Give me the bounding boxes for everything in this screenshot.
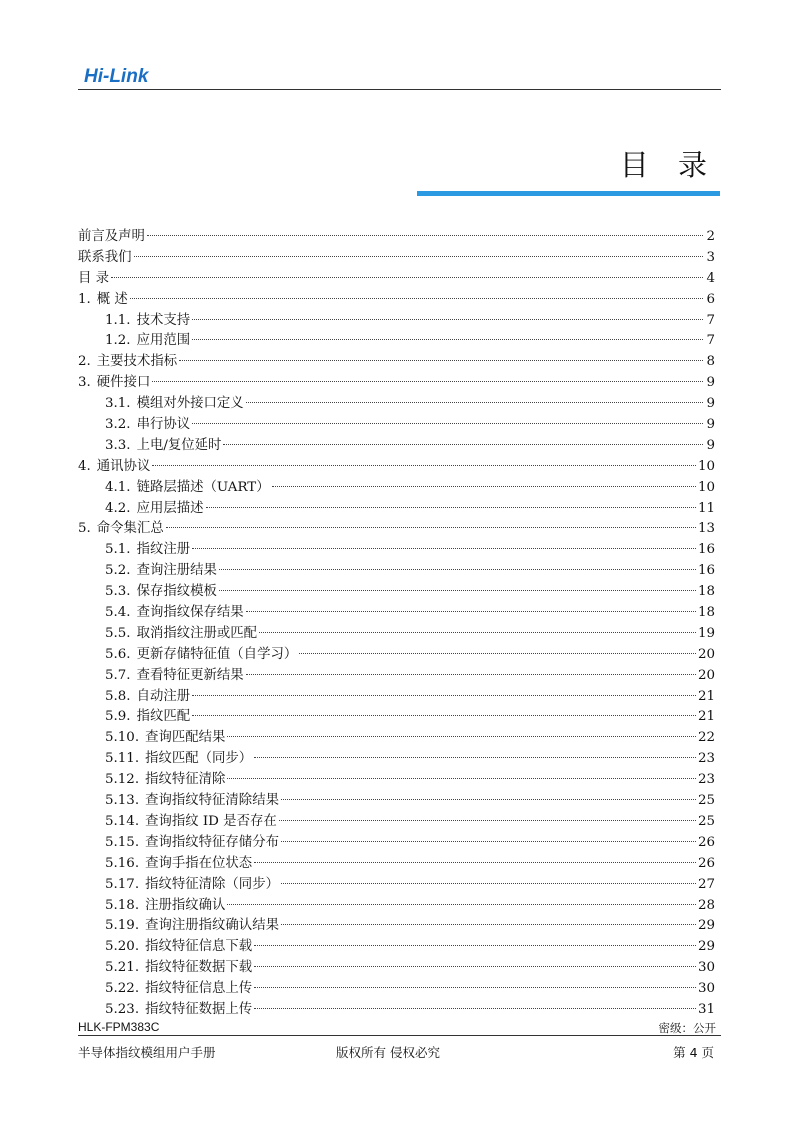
toc-dot-leader (192, 715, 696, 716)
toc-entry-title: 应用层描述 (136, 500, 204, 516)
toc-entry[interactable] (78, 394, 715, 415)
toc-entry-number: 5.13. (105, 793, 140, 809)
toc-dot-leader (254, 1008, 696, 1009)
toc-entry-number: 5.9. (105, 709, 131, 725)
toc-entry-title: 硬件接口 (96, 375, 151, 391)
toc-entry-title: 查询注册结果 (136, 563, 217, 579)
toc-entry-number: 5.8. (105, 688, 131, 704)
toc-entry[interactable] (78, 582, 715, 603)
header-divider (78, 89, 721, 90)
toc-entry-page: 26 (697, 855, 715, 871)
toc-entry-page: 20 (697, 667, 715, 683)
toc-entry-number: 5.6. (105, 646, 131, 662)
toc-entry[interactable] (78, 499, 715, 520)
toc-entry[interactable] (78, 457, 715, 478)
toc-entry-page: 11 (697, 500, 715, 516)
toc-entry-number: 5.22. (105, 981, 140, 997)
footer-divider (78, 1035, 721, 1036)
toc-entry-page: 23 (697, 751, 715, 767)
toc-entry-number: 1. (78, 291, 91, 307)
toc-entry-page: 13 (697, 521, 715, 537)
toc-dot-leader (246, 402, 703, 403)
toc-dot-leader (281, 924, 696, 925)
toc-entry[interactable] (78, 436, 715, 457)
toc-entry-title: 查询匹配结果 (145, 730, 226, 746)
toc-entry-number: 4. (78, 458, 91, 474)
toc-entry-number: 5.10. (105, 730, 140, 746)
toc-entry-title: 应用范围 (136, 333, 191, 349)
toc-dot-leader (152, 465, 696, 466)
toc-entry[interactable] (78, 958, 715, 979)
toc-dot-leader (254, 966, 696, 967)
toc-entry[interactable] (78, 979, 715, 1000)
toc-dot-leader (147, 235, 703, 236)
toc-dot-leader (299, 653, 696, 654)
toc-entry-page: 19 (697, 625, 715, 641)
toc-entry-page: 25 (697, 813, 715, 829)
toc-entry[interactable] (78, 833, 715, 854)
toc-entry-number: 5.20. (105, 939, 140, 955)
toc-entry-number: 5.19. (105, 918, 140, 934)
toc-entry[interactable] (78, 645, 715, 666)
toc-entry-title: 查询手指在位状态 (145, 855, 253, 871)
toc-entry-page: 22 (697, 730, 715, 746)
toc-entry[interactable] (78, 415, 715, 436)
footer-doc-name: 半导体指纹模组用户手册 (78, 1045, 216, 1060)
toc-entry-number: 5.1. (105, 542, 131, 558)
toc-entry[interactable] (78, 916, 715, 937)
toc-entry[interactable] (78, 937, 715, 958)
toc-entry-page: 21 (697, 688, 715, 704)
toc-entry-title: 联系我们 (78, 249, 132, 265)
toc-entry-page: 3 (706, 249, 715, 265)
toc-dot-leader (279, 820, 696, 821)
toc-dot-leader (192, 423, 703, 424)
toc-entry-page: 9 (706, 437, 715, 453)
toc-entry-number: 5.4. (105, 605, 131, 621)
toc-entry-title: 指纹特征信息上传 (145, 981, 253, 997)
toc-entry-title: 目 录 (78, 270, 110, 286)
toc-entry-number: 3. (78, 375, 91, 391)
toc-entry[interactable] (78, 749, 715, 770)
toc-dot-leader (223, 444, 703, 445)
toc-entry-title: 指纹特征清除 (145, 772, 226, 788)
page-title: 目 录 (619, 148, 717, 182)
toc-entry-title: 查询指纹特征存储分布 (145, 834, 279, 850)
toc-dot-leader (219, 590, 696, 591)
toc-entry-page: 25 (697, 793, 715, 809)
toc-entry-number: 4.2. (105, 500, 131, 516)
toc-entry-page: 10 (697, 479, 715, 495)
toc-dot-leader (254, 862, 696, 863)
toc-entry[interactable] (78, 478, 715, 499)
toc-dot-leader (227, 736, 696, 737)
toc-entry-title: 指纹匹配 (136, 709, 191, 725)
toc-entry-number: 5.17. (105, 876, 140, 892)
toc-entry-title: 保存指纹模板 (136, 584, 217, 600)
toc-entry-title: 查看特征更新结果 (136, 667, 244, 683)
toc-entry-title: 上电/复位延时 (136, 437, 222, 453)
footer-classification: 密级：公开 (658, 1021, 716, 1035)
toc-entry-title: 指纹特征数据下载 (145, 960, 253, 976)
toc-entry-page: 2 (706, 229, 715, 244)
toc-entry-number: 5.14. (105, 813, 140, 829)
toc-entry[interactable] (78, 707, 715, 728)
footer-copyright: 版权所有 侵权必究 (336, 1045, 440, 1060)
toc-entry-number: 5.11. (105, 751, 140, 767)
toc-entry-page: 9 (706, 396, 715, 412)
toc-entry-number: 5.3. (105, 584, 131, 600)
toc-entry-page: 18 (697, 605, 715, 621)
toc-dot-leader (134, 256, 703, 257)
toc-entry[interactable] (78, 666, 715, 687)
toc-entry-title: 指纹注册 (136, 542, 191, 558)
toc-entry-page: 20 (697, 646, 715, 662)
toc-entry-number: 5.18. (105, 897, 140, 913)
toc-entry[interactable] (78, 227, 715, 248)
toc-dot-leader (246, 611, 696, 612)
toc-entry-page: 7 (706, 333, 715, 349)
toc-dot-leader (219, 569, 696, 570)
toc-dot-leader (111, 277, 703, 278)
toc-dot-leader (281, 883, 696, 884)
toc-dot-leader (227, 778, 696, 779)
toc-entry[interactable] (78, 875, 715, 896)
toc-entry[interactable] (78, 728, 715, 749)
toc-entry-title: 主要技术指标 (96, 354, 178, 370)
footer-model: HLK-FPM383C (78, 1020, 160, 1034)
toc-dot-leader (227, 904, 696, 905)
toc-entry-number: 3.3. (105, 437, 131, 453)
toc-entry-number: 5.2. (105, 563, 131, 579)
toc-entry[interactable] (78, 311, 715, 332)
toc-entry-title: 取消指纹注册或匹配 (136, 625, 258, 641)
toc-entry[interactable] (78, 791, 715, 812)
toc-entry-page: 16 (697, 563, 715, 579)
toc-entry-title: 查询指纹 ID 是否存在 (145, 813, 277, 829)
toc-entry-number: 4.1. (105, 479, 131, 495)
toc-dot-leader (259, 632, 696, 633)
toc-entry-number: 1.1. (105, 312, 131, 328)
toc-entry-number: 5.23. (105, 1001, 140, 1017)
toc-entry[interactable] (78, 854, 715, 875)
toc-entry-page: 30 (697, 960, 715, 976)
toc-dot-leader (254, 757, 696, 758)
toc-entry-title: 链路层描述（UART） (136, 479, 270, 495)
toc-entry-title: 查询指纹保存结果 (136, 605, 244, 621)
toc-entry-number: 5.16. (105, 855, 140, 871)
toc-entry-page: 9 (706, 417, 715, 433)
toc-entry-page: 23 (697, 772, 715, 788)
toc-entry-title: 更新存储特征值（自学习） (136, 646, 298, 662)
toc-entry-page: 30 (697, 981, 715, 997)
toc-dot-leader (166, 527, 696, 528)
toc-dot-leader (281, 841, 696, 842)
toc-entry[interactable] (78, 269, 715, 290)
toc-entry-number: 5.7. (105, 667, 131, 683)
toc-entry-page: 29 (697, 939, 715, 955)
toc-dot-leader (192, 548, 696, 549)
toc-entry-title: 注册指纹确认 (145, 897, 226, 913)
toc-entry[interactable] (78, 352, 715, 373)
toc-entry[interactable] (78, 561, 715, 582)
toc-dot-leader (152, 381, 703, 382)
toc-entry-page: 8 (706, 354, 715, 370)
toc-entry-page: 27 (697, 876, 715, 892)
toc-entry-page: 10 (697, 458, 715, 474)
toc-entry[interactable] (78, 896, 715, 917)
toc-entry-page: 4 (706, 270, 715, 286)
toc-entry-page: 31 (697, 1001, 715, 1017)
toc-entry-title: 模组对外接口定义 (136, 396, 244, 412)
footer-page-number: 第 4 页 (673, 1045, 714, 1060)
toc-entry-number: 5.21. (105, 960, 140, 976)
toc-entry-page: 26 (697, 834, 715, 850)
toc-entry[interactable] (78, 687, 715, 708)
toc-entry[interactable] (78, 290, 715, 311)
hilink-logo: Hi-Link (84, 66, 149, 87)
toc-dot-leader (192, 319, 703, 320)
toc-entry-title: 命令集汇总 (96, 521, 164, 537)
toc-entry-title: 概 述 (96, 291, 128, 307)
toc-entry-title: 查询指纹特征清除结果 (145, 793, 279, 809)
title-accent-bar (417, 191, 720, 196)
toc-entry[interactable] (78, 812, 715, 833)
toc-entry-title: 指纹匹配（同步） (145, 751, 253, 767)
toc-entry[interactable] (78, 519, 715, 540)
toc-entry[interactable] (78, 603, 715, 624)
toc-entry[interactable] (78, 624, 715, 645)
toc-entry-title: 通讯协议 (96, 458, 151, 474)
toc-entry[interactable] (78, 540, 715, 561)
toc-entry-page: 28 (697, 897, 715, 913)
toc-entry-page: 29 (697, 918, 715, 934)
toc-entry-number: 3.2. (105, 417, 131, 433)
toc-dot-leader (254, 987, 696, 988)
toc-entry-number: 2. (78, 354, 91, 370)
toc-entry-number: 5.15. (105, 834, 140, 850)
toc-dot-leader (130, 298, 703, 299)
toc-entry-page: 21 (697, 709, 715, 725)
toc-entry-title: 查询注册指纹确认结果 (145, 918, 279, 934)
toc-entry[interactable] (78, 770, 715, 791)
table-of-contents (78, 227, 715, 1021)
toc-dot-leader (254, 945, 696, 946)
toc-entry[interactable] (78, 248, 715, 269)
toc-dot-leader (246, 674, 696, 675)
toc-dot-leader (272, 486, 696, 487)
toc-dot-leader (206, 507, 696, 508)
toc-entry-page: 6 (706, 291, 715, 307)
toc-entry-title: 前言及声明 (78, 229, 145, 244)
toc-entry-page: 18 (697, 584, 715, 600)
toc-entry-number: 5.12. (105, 772, 140, 788)
toc-dot-leader (192, 695, 696, 696)
toc-entry-page: 16 (697, 542, 715, 558)
toc-entry-page: 9 (706, 375, 715, 391)
toc-entry-number: 5. (78, 521, 91, 537)
toc-entry-title: 串行协议 (136, 417, 191, 433)
toc-entry[interactable] (78, 1000, 715, 1021)
toc-entry-number: 3.1. (105, 396, 131, 412)
toc-dot-leader (192, 339, 703, 340)
toc-entry-title: 自动注册 (136, 688, 191, 704)
toc-entry-page: 7 (706, 312, 715, 328)
toc-entry-number: 1.2. (105, 333, 131, 349)
toc-entry-title: 指纹特征数据上传 (145, 1001, 253, 1017)
toc-entry[interactable] (78, 373, 715, 394)
toc-dot-leader (179, 360, 703, 361)
toc-entry-title: 指纹特征清除（同步） (145, 876, 279, 892)
toc-entry-number: 5.5. (105, 625, 131, 641)
toc-dot-leader (281, 799, 696, 800)
toc-entry-title: 技术支持 (136, 312, 191, 328)
toc-entry-title: 指纹特征信息下载 (145, 939, 253, 955)
toc-entry[interactable] (78, 331, 715, 352)
